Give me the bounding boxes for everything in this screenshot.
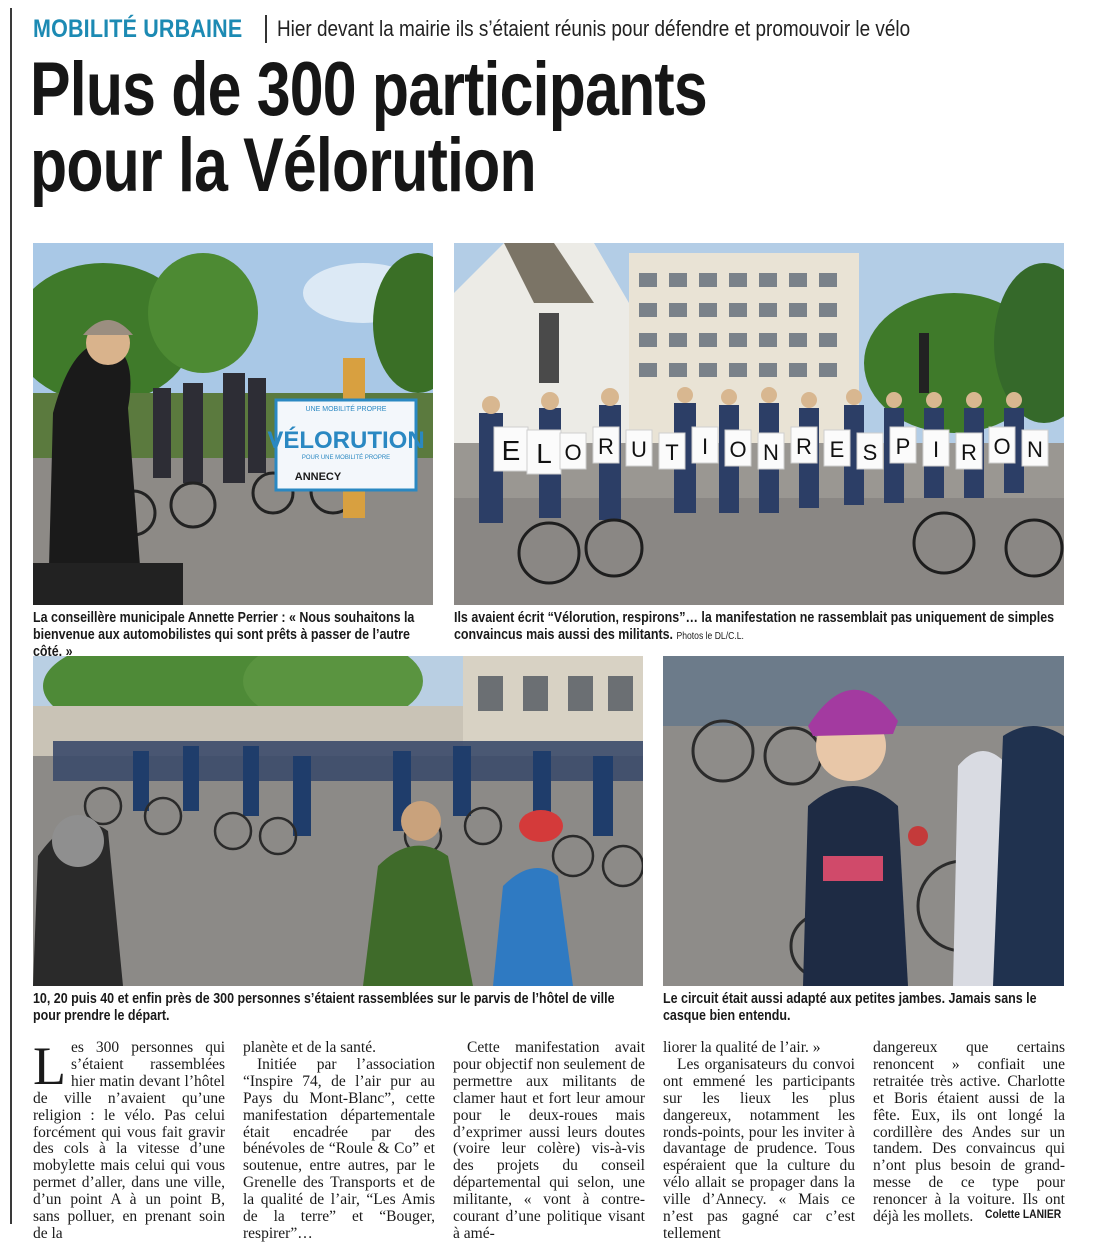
- column-4-text-b: Les organisateurs du convoi ont emmené les participants sur les lieux les plus dangereux, notamment les ronds-points, pour les inviter à davantage de prudence. Tous espéraient que la culture du vélo allait se propager dans la ville d’Annecy. « Mais ce n’est pas gagné car c’est tellement: [663, 1055, 855, 1242]
- letter-card-text: R: [598, 434, 614, 459]
- letter-card-text: N: [763, 440, 779, 465]
- photo-crowd-forecourt: [33, 656, 643, 986]
- banner-city: ANNECY: [294, 471, 342, 483]
- letter-card-text: O: [993, 434, 1011, 459]
- letter-card-text: R: [961, 440, 977, 465]
- caption-text-4: Le circuit était aussi adapté aux petites jambes. Jamais sans le casque bien entendu.: [663, 991, 1037, 1024]
- headline-line-1: Plus de 300 participants: [30, 47, 707, 132]
- article-headline: [30, 47, 1070, 208]
- section-rubric: MOBILITÉ URBAINE: [33, 14, 243, 43]
- column-3-text: Cette manifestation avait pour objectif non seulement de permettre aux militants de clamer haut et fort leur amour pour le deux-roues mais d’exprimer aussi leurs doutes (voire leur colère) vis-à-vis des projets du conseil départemental qui selon, une militante, « vont à contre-courant d’une politique visant à amé-: [453, 1039, 645, 1242]
- section-header: [33, 12, 1013, 46]
- section-subtitle: Hier devant la mairie ils s’étaient réunis pour défendre et promouvoir le vélo: [277, 16, 911, 41]
- caption-text-3: 10, 20 puis 40 et enfin près de 300 personnes s’étaient rassemblées sur le parvis de l’hôtel de ville pour prendre le départ.: [33, 991, 615, 1024]
- caption-photo-3: [33, 991, 643, 1025]
- column-2-text-b: Initiée par l’association “Inspire 74, de l’air pur au Pays du Mont-Blanc”, cette manifestation départementale était encadrée par des bénévoles de “Roule & Co” et soutenue, entre autres, par le Grenelle des Transports et de la qualité de l’air, “Les Amis de la terre” et “Bouger, respirer”…: [243, 1055, 435, 1242]
- caption-text-2: Ils avaient écrit “Vélorution, respirons”… la manifestation ne rassemblait pas uniquement de simples convaincus mais aussi des militants.: [454, 610, 1055, 643]
- headline-line-2: pour la Vélorution: [30, 123, 536, 208]
- article-column-3: [453, 1040, 645, 1243]
- letter-card-text: S: [862, 440, 878, 465]
- letter-card-text: O: [729, 437, 747, 462]
- left-column-rule: [10, 8, 12, 1224]
- column-5-text: dangereux que certains renoncent » confiait une retraitée très active. Charlotte et Boris étaient aussi de la fête. Eux, ils ont longé la cordillère des Andes sur un tandem. Des convaincus qui n’ont plus besoin de grand-messe de ce type pour renoncer à la voiture. Ils ont déjà les mollets.: [873, 1039, 1065, 1226]
- letter-card-text: I: [701, 434, 709, 459]
- photo-councillor-speech: [33, 243, 433, 605]
- banner-title: VÉLORUTION: [267, 427, 425, 454]
- letter-card-text: N: [1027, 437, 1043, 462]
- letter-card-text: U: [631, 437, 647, 462]
- caption-photo-1: [33, 610, 433, 661]
- article-column-1: [33, 1036, 225, 1243]
- photo-velorution-letters: [454, 243, 1064, 605]
- letter-card-text: E: [829, 437, 845, 462]
- banner-subline: POUR UNE MOBILITÉ PROPRE: [301, 455, 391, 461]
- header-separator: [265, 15, 267, 43]
- letter-card-text: I: [932, 437, 940, 462]
- letter-card-text: P: [895, 434, 911, 459]
- letter-card-text: R: [796, 434, 812, 459]
- column-4-text-a: liorer la qualité de l’air. »: [663, 1039, 821, 1056]
- article-column-5: [873, 1040, 1065, 1226]
- column-1-text: es 300 personnes qui s’étaient rassemblées hier matin devant l’hôtel de ville n’avaient qu’une religion : le vélo. Pas celui forcément qui vous fait gravir des cols à la vitesse d’une mobylette mais celui qui vous permet d’aller, dans une ville, d’un point A à un point B, sans polluer, en prenant soin de la: [33, 1039, 225, 1242]
- article-dropcap: L: [33, 1036, 66, 1096]
- caption-photo-4: [663, 991, 1064, 1025]
- letter-card-text: O: [564, 440, 582, 465]
- photo-child-helmet: [663, 656, 1064, 986]
- caption-photo-2: [454, 610, 1064, 645]
- article-column-2: [243, 1040, 435, 1243]
- article-column-4: [663, 1040, 855, 1243]
- column-2-text-a: planète et de la santé.: [243, 1039, 376, 1056]
- letter-card-text: T: [665, 440, 679, 465]
- article-byline: Colette LANIER: [985, 1207, 1062, 1221]
- photo-credit: Photos le DL/C.L.: [676, 631, 744, 642]
- letter-card-text: E: [501, 435, 521, 466]
- caption-text-1: La conseillère municipale Annette Perrier : « Nous souhaitons la bienvenue aux automobilistes qui sont prêts à passer de l’autre côté. »: [33, 610, 415, 660]
- banner-tagline: UNE MOBILITÉ PROPRE: [305, 406, 387, 413]
- letter-card-text: L: [536, 438, 552, 469]
